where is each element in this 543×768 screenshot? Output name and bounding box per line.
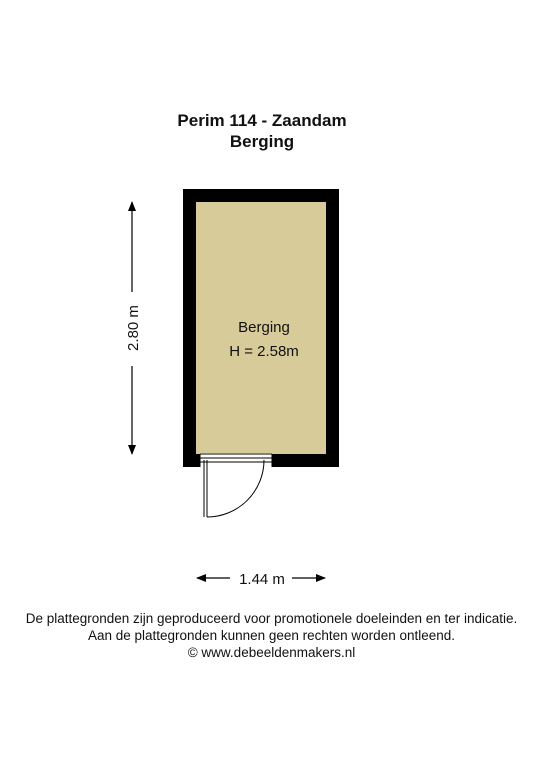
disclaimer-line-2: Aan de plattegronden kunnen geen rechten worden ontleend. [87, 628, 456, 643]
door-arc [207, 460, 264, 517]
door-opening [200, 453, 272, 468]
plan-title: Perim 114 - Zaandam [177, 111, 347, 130]
horizontal-dimension [197, 571, 325, 588]
vertical-dimension-label: 2.80 m [125, 305, 142, 351]
room-name-label: Berging [238, 319, 290, 336]
plan-subtitle: Berging [229, 132, 295, 151]
disclaimer-footer [0, 610, 543, 661]
room-height-label: H = 2.58m [229, 343, 299, 360]
copyright-line: © www.debeeldenmakers.nl [187, 645, 356, 660]
vertical-dimension [125, 202, 142, 454]
disclaimer-line-1: De plattegronden zijn geproduceerd voor promotionele doeleinden en ter indicatie. [25, 611, 518, 626]
horizontal-dimension-label: 1.44 m [239, 571, 285, 588]
door-swing [204, 460, 264, 517]
